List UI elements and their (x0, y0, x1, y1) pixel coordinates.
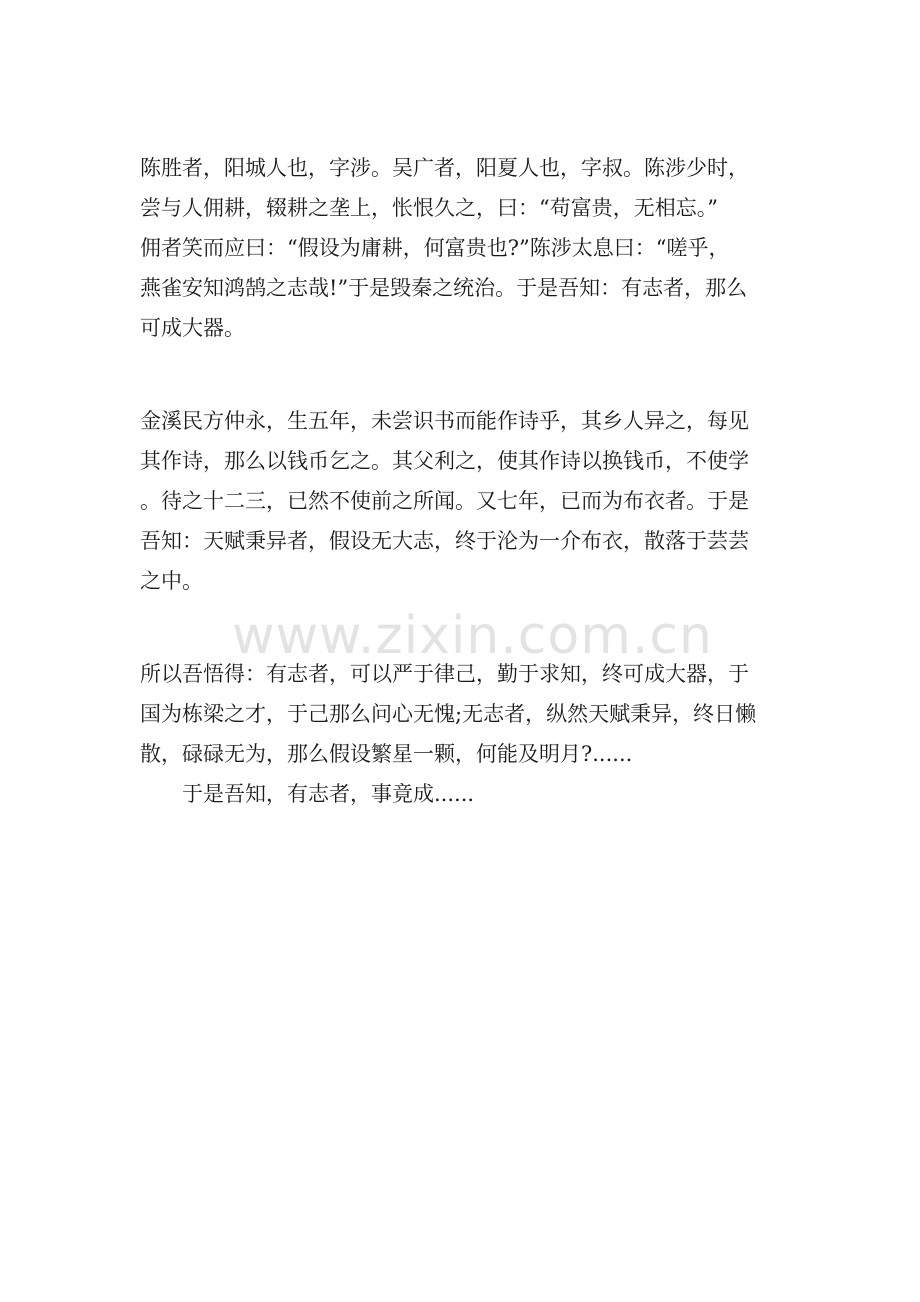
paragraph-line: 尝与人佣耕，辍耕之垄上，怅恨久之，曰：“苟富贵，无相忘。” (140, 196, 718, 220)
watermark: www.zixin.com.cn (232, 606, 713, 666)
paragraph-line: 佣者笑而应曰：“假设为庸耕，何富贵也?”陈涉太息曰：“嗟乎， (140, 236, 730, 260)
paragraph-line: 吾知：天赋秉异者，假设无大志，终于沦为一介布衣，散落于芸芸 (140, 529, 749, 553)
paragraph-line: 之中。 (140, 569, 203, 593)
paragraph-line: 。待之十二三，已然不使前之所闻。又七年，已而为布衣者。于是 (140, 489, 749, 513)
paragraph-line: 国为栋梁之才，于己那么问心无愧;无志者，纵然天赋秉异，终日懒 (140, 702, 757, 726)
paragraph-line: 可成大器。 (140, 316, 245, 340)
paragraph-line: 其作诗，那么以钱币乞之。其父利之，使其作诗以换钱币，不使学 (140, 449, 749, 473)
paragraph-line: 金溪民方仲永，生五年，未尝识书而能作诗乎，其乡人异之，每见 (140, 409, 749, 433)
paragraph-line: 所以吾悟得：有志者，可以严于律己，勤于求知，终可成大器，于 (140, 662, 749, 686)
paragraph-line: 陈胜者，阳城人也，字涉。吴广者，阳夏人也，字叔。陈涉少时， (140, 156, 749, 180)
paragraph-line: 散，碌碌无为，那么假设繁星一颗，何能及明月?...... (140, 742, 633, 766)
paragraph-line: 于是吾知，有志者，事竟成...... (182, 782, 475, 806)
paragraph-line: 燕雀安知鸿鹄之志哉!”于是毁秦之统治。于是吾知：有志者，那么 (140, 276, 748, 300)
